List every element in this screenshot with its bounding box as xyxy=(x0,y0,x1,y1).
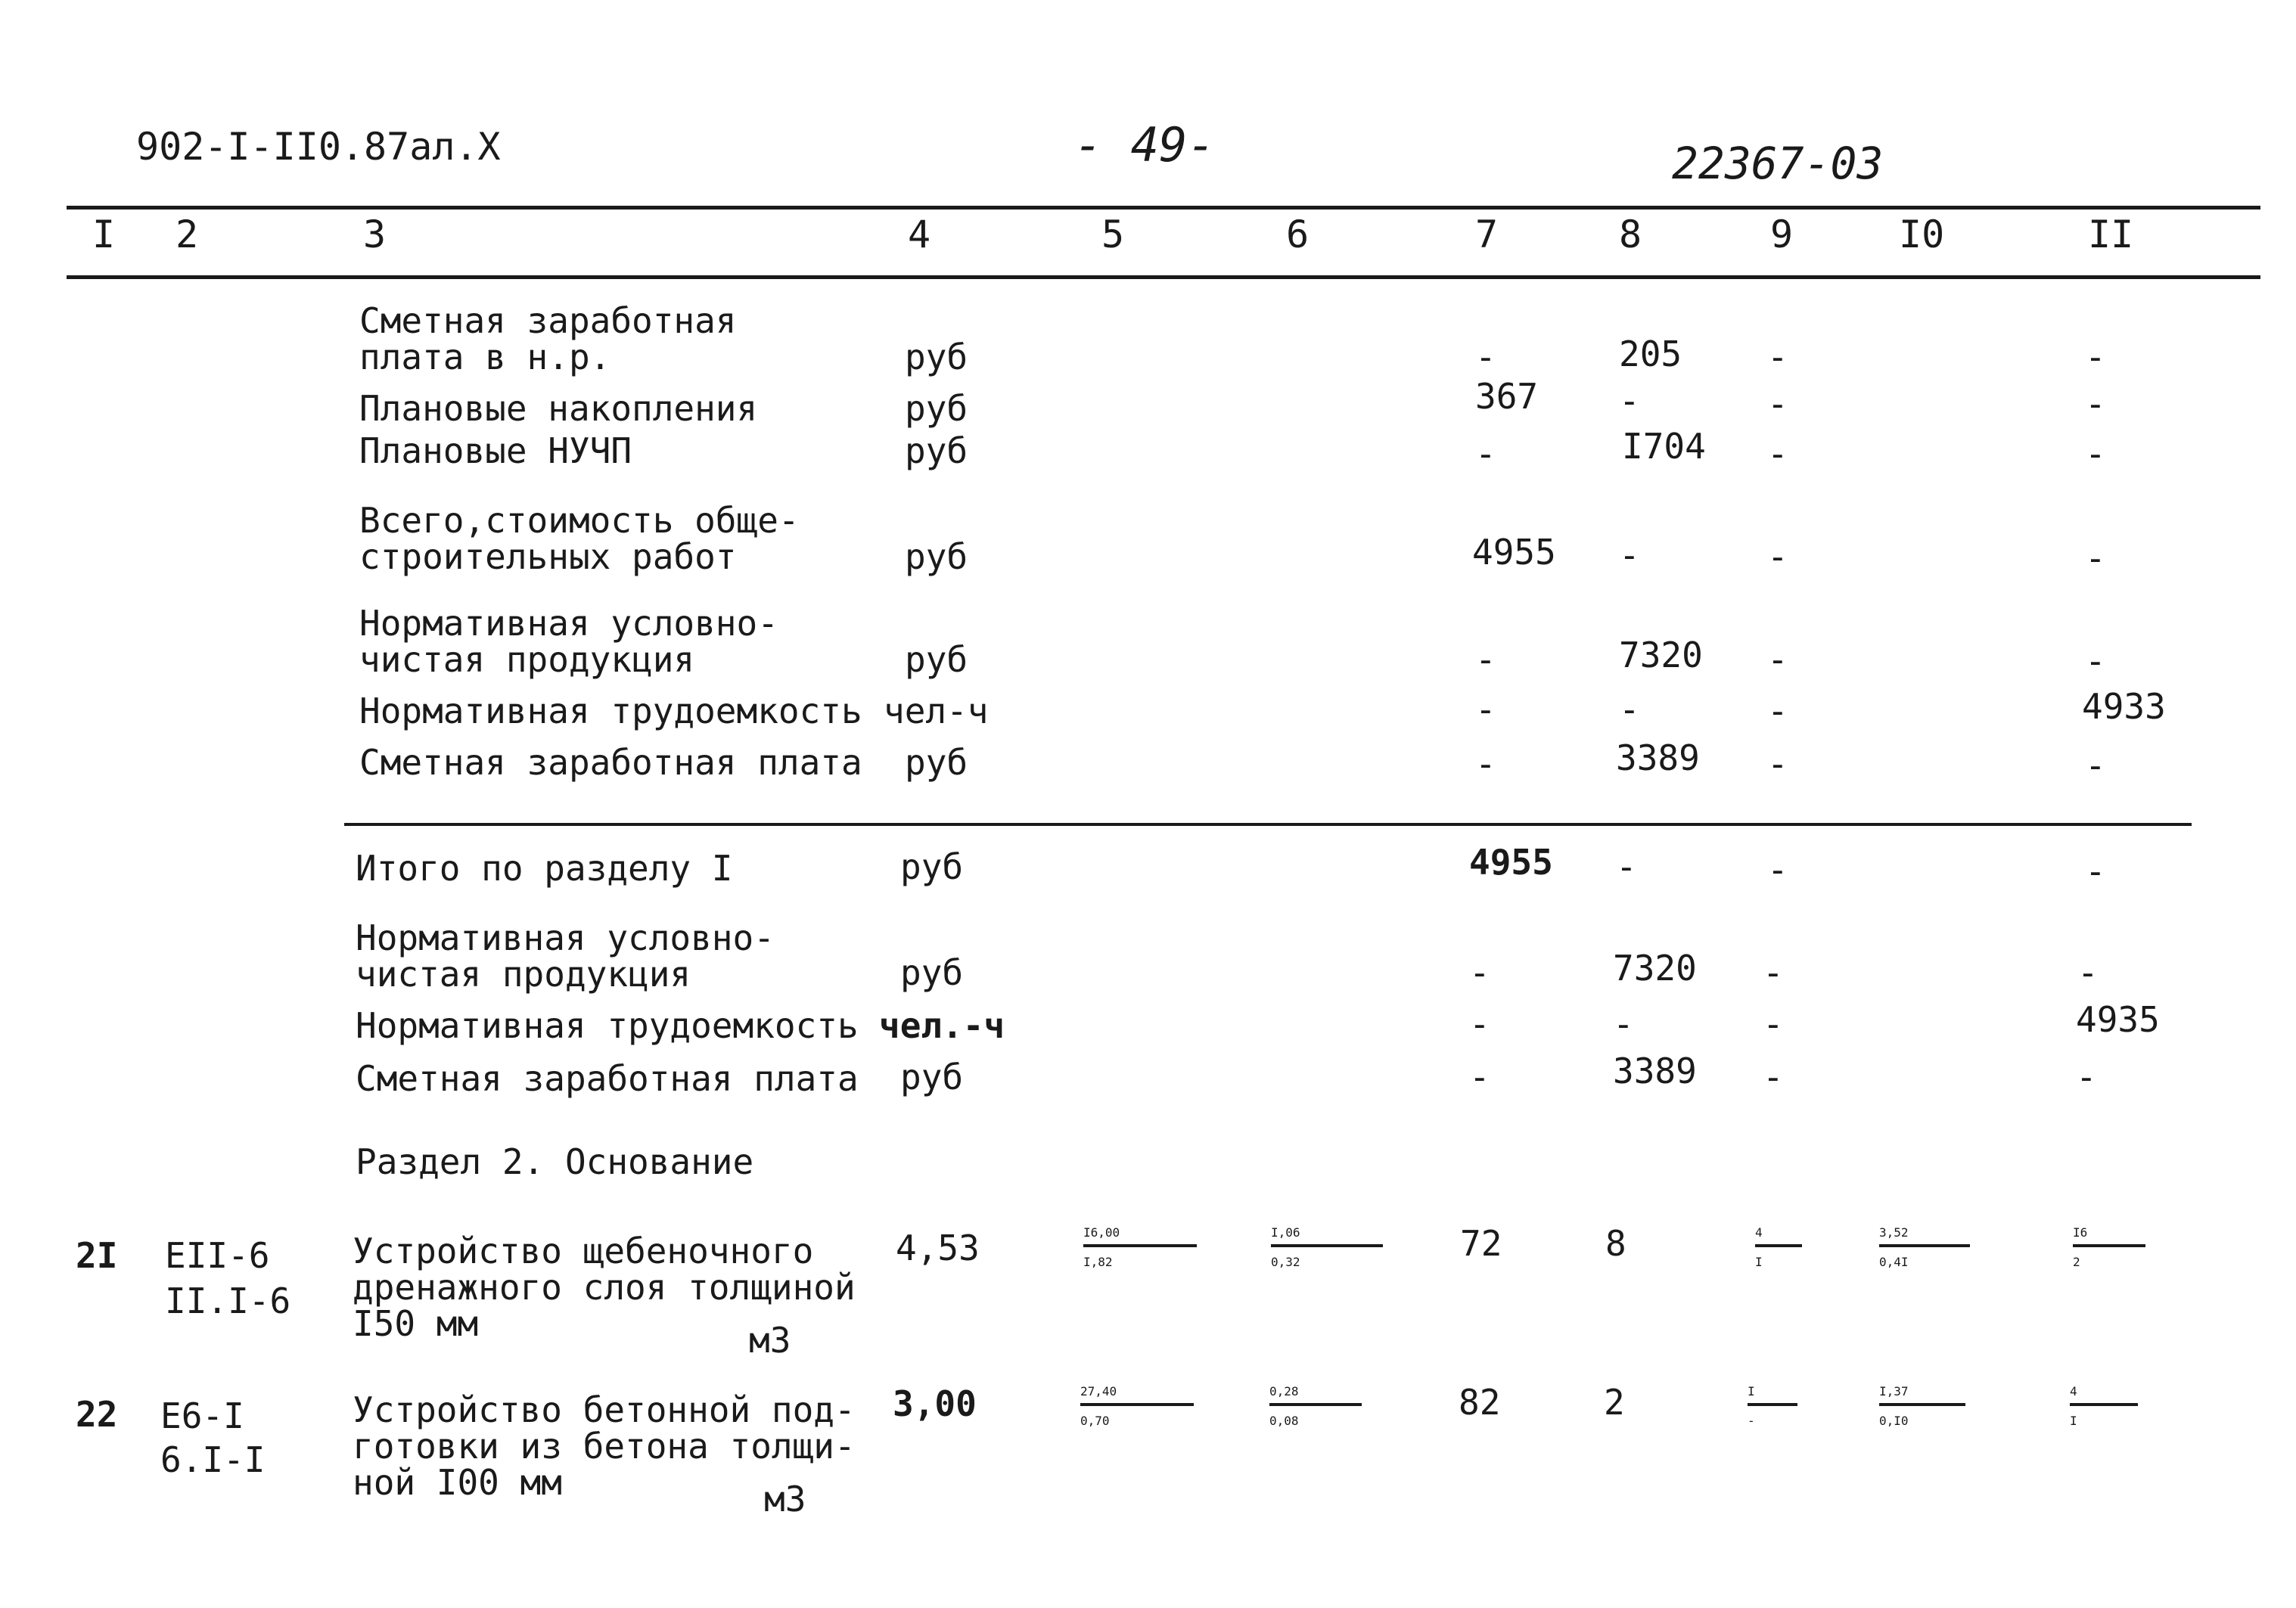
row-name: Сметная заработная плата xyxy=(359,742,862,783)
row-c7: - xyxy=(1475,639,1496,680)
item-c4: 4,53 xyxy=(896,1228,980,1268)
row-c9: - xyxy=(1763,1057,1784,1097)
row-c8: - xyxy=(1619,689,1640,730)
row-c9: - xyxy=(1767,383,1788,424)
item-number: 22 xyxy=(76,1394,118,1435)
row-name: Нормативная условно- чистая продукция xyxy=(356,917,775,995)
item-c11-top: I6 xyxy=(2073,1225,2088,1240)
row-c11: - xyxy=(2085,851,2106,892)
item-c9 xyxy=(1748,1384,1797,1428)
item-code-secondary: II.I-6 xyxy=(165,1281,291,1321)
item-c8: 8 xyxy=(1605,1223,1626,1264)
item-c10 xyxy=(1879,1225,1970,1269)
row-c9: - xyxy=(1767,849,1788,890)
row-unit: руб xyxy=(905,742,968,783)
item-c11-bottom: 2 xyxy=(2073,1255,2080,1269)
row-c7: - xyxy=(1469,952,1490,993)
item-c5-top: I6,00 xyxy=(1083,1225,1120,1240)
item-unit: м3 xyxy=(749,1320,791,1361)
item-c11 xyxy=(2070,1384,2138,1428)
row-c7: - xyxy=(1475,337,1496,377)
item-c11-bottom: I xyxy=(2070,1414,2077,1428)
row-c8: 7320 xyxy=(1613,948,1697,989)
item-c5-bottom: I,82 xyxy=(1083,1255,1113,1269)
row-c7: - xyxy=(1475,743,1496,784)
row-name: Нормативная условно- чистая продукция xyxy=(359,603,778,680)
row-name: Плановые накопления xyxy=(359,388,758,429)
row-c9: - xyxy=(1767,639,1788,680)
item-c5 xyxy=(1083,1225,1197,1269)
table-top-rule xyxy=(67,206,2260,210)
row-c11: - xyxy=(2085,538,2106,579)
col-header: 4 xyxy=(908,213,931,256)
row-unit: руб xyxy=(900,1057,964,1097)
row-c9: - xyxy=(1767,536,1788,577)
row-c11: 4933 xyxy=(2082,686,2166,727)
row-c9: - xyxy=(1767,743,1788,784)
row-unit: руб xyxy=(900,846,964,887)
item-c9-bottom: - xyxy=(1748,1414,1755,1428)
row-c11: - xyxy=(2085,433,2106,474)
document-number: 22367-03 xyxy=(1672,138,1884,189)
col-header: 5 xyxy=(1101,213,1125,256)
section-title: Раздел 2. Основание xyxy=(356,1141,754,1182)
row-unit: руб xyxy=(905,388,968,429)
row-unit: руб xyxy=(900,952,964,993)
row-c11: - xyxy=(2085,337,2106,377)
row-c9: - xyxy=(1767,691,1788,731)
item-c9-top: I xyxy=(1748,1384,1755,1398)
item-c8: 2 xyxy=(1604,1382,1625,1423)
document-code: 902-I-II0.87ал.X xyxy=(136,125,501,169)
item-c10-top: 3,52 xyxy=(1879,1225,1909,1240)
item-c10-bottom: 0,I0 xyxy=(1879,1414,1909,1428)
row-c7: - xyxy=(1469,1004,1490,1045)
row-c7: - xyxy=(1475,433,1496,474)
item-c6-top: I,06 xyxy=(1271,1225,1300,1240)
row-c7: - xyxy=(1469,1057,1490,1097)
item-c9-bottom: I xyxy=(1755,1255,1763,1269)
row-c8: 205 xyxy=(1619,334,1682,374)
col-header: II xyxy=(2088,213,2134,256)
row-c8: 3389 xyxy=(1616,737,1700,778)
row-unit: чел-ч xyxy=(884,691,989,731)
row-name: Сметная заработная плата xyxy=(356,1058,859,1099)
item-c4: 3,00 xyxy=(893,1383,977,1424)
row-unit: чел.-ч xyxy=(879,1005,1005,1046)
row-unit: руб xyxy=(905,337,968,377)
row-c11: 4935 xyxy=(2076,999,2160,1040)
row-c8: I704 xyxy=(1622,426,1706,467)
col-header: 8 xyxy=(1619,213,1642,256)
row-c7: 367 xyxy=(1475,376,1539,417)
item-c10-top: I,37 xyxy=(1879,1384,1909,1398)
item-c9 xyxy=(1755,1225,1802,1269)
row-c9: - xyxy=(1763,1004,1784,1045)
row-c8: - xyxy=(1616,846,1637,887)
col-header: 3 xyxy=(363,213,387,256)
item-c6-bottom: 0,32 xyxy=(1271,1255,1300,1269)
item-c10 xyxy=(1879,1384,1965,1428)
col-header: I0 xyxy=(1899,213,1945,256)
row-c11: - xyxy=(2077,952,2099,993)
row-name: Итого по разделу I xyxy=(356,848,733,889)
item-c5-bottom: 0,70 xyxy=(1080,1414,1110,1428)
item-c6 xyxy=(1269,1384,1362,1428)
item-description: Устройство щебеночного дренажного слоя толщиной I50 мм xyxy=(353,1231,856,1344)
item-code-secondary: 6.I-I xyxy=(160,1439,266,1480)
item-c9-top: 4 xyxy=(1755,1225,1763,1240)
row-c7: - xyxy=(1475,689,1496,730)
item-c11 xyxy=(2073,1225,2145,1269)
row-name: Нормативная трудоемкость xyxy=(356,1005,859,1046)
item-c5-top: 27,40 xyxy=(1080,1384,1117,1398)
row-name: Нормативная трудоемкость xyxy=(359,691,862,731)
col-header: 6 xyxy=(1286,213,1310,256)
table-header-rule xyxy=(67,275,2260,279)
item-c5 xyxy=(1080,1384,1194,1428)
row-name: Плановые НУЧП xyxy=(359,430,632,471)
item-description: Устройство бетонной под- готовки из бетона толщи- ной I00 мм xyxy=(353,1389,856,1503)
col-header: 2 xyxy=(176,213,199,256)
row-unit: руб xyxy=(905,639,968,680)
item-code: EII-6 xyxy=(165,1235,270,1276)
item-unit: м3 xyxy=(764,1479,806,1520)
row-unit: руб xyxy=(905,430,968,471)
row-c8: - xyxy=(1619,380,1640,421)
row-unit: руб xyxy=(905,536,968,577)
row-c11: - xyxy=(2085,383,2106,424)
row-c8: 7320 xyxy=(1619,635,1703,675)
item-c11-top: 4 xyxy=(2070,1384,2077,1398)
item-c6 xyxy=(1271,1225,1383,1269)
item-c10-bottom: 0,4I xyxy=(1879,1255,1909,1269)
col-header: 7 xyxy=(1475,213,1499,256)
row-name: Сметная заработная плата в н.р. xyxy=(359,300,737,377)
row-c11: - xyxy=(2085,745,2106,786)
page-number: - 49- xyxy=(1074,117,1216,172)
row-c8: - xyxy=(1613,1004,1634,1045)
row-c8: - xyxy=(1619,535,1640,576)
item-c7: 72 xyxy=(1460,1223,1502,1264)
item-number: 2I xyxy=(76,1235,118,1276)
item-c7: 82 xyxy=(1459,1382,1501,1423)
row-c7: 4955 xyxy=(1472,532,1556,573)
row-c11: - xyxy=(2085,641,2106,681)
col-header: 9 xyxy=(1770,213,1794,256)
row-c9: - xyxy=(1767,337,1788,377)
col-header: I xyxy=(92,213,116,256)
row-c11: - xyxy=(2076,1057,2097,1097)
item-code: E6-I xyxy=(160,1395,244,1436)
subtotal-rule xyxy=(344,823,2192,826)
item-c6-top: 0,28 xyxy=(1269,1384,1299,1398)
item-c6-bottom: 0,08 xyxy=(1269,1414,1299,1428)
row-c9: - xyxy=(1767,433,1788,474)
row-name: Всего,стоимость обще- строительных работ xyxy=(359,500,800,577)
row-c9: - xyxy=(1763,952,1784,993)
row-c7: 4955 xyxy=(1469,842,1553,883)
row-c8: 3389 xyxy=(1613,1051,1697,1091)
